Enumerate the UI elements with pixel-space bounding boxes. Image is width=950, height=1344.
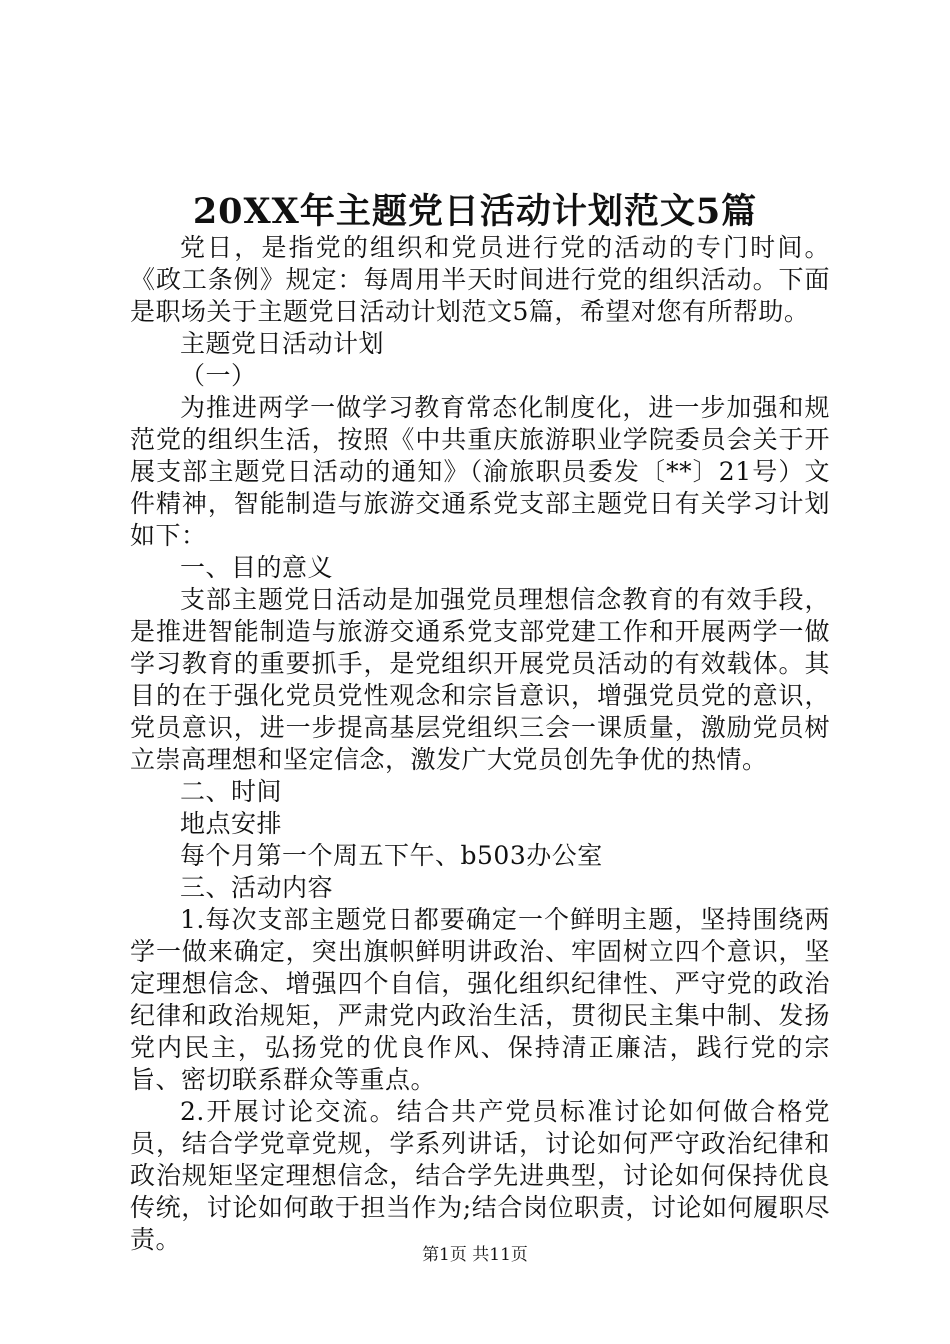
section-number: （一）: [180, 361, 257, 390]
schedule-paragraph: 每个月第一个周五下午、b503办公室: [180, 841, 603, 870]
section-heading-content: 三、活动内容: [180, 873, 334, 902]
purpose-paragraph: 为推进两学一做学习教育常态化制度化，进一步加强和规范党的组织生活，按照《中共重庆旅游职业学院委员会关于开展支部主题党日活动的通知》（渝旅职员委发〔**〕21号）文件精神，智能制造与旅游交通系党支部主题党日有关学习计划如下：: [130, 393, 830, 550]
page-footer: 第1页 共11页: [422, 1245, 528, 1265]
content-item-1: 1.每次支部主题党日都要确定一个鲜明主题，坚持围绕两学一做来确定，突出旗帜鲜明讲政治、牢固树立四个意识，坚定理想信念、增强四个自信，强化组织纪律性、严守党的政治纪律和政治规矩，严肃党内政治生活，贯彻民主集中制、发扬党内民主，弘扬党的优良作风、保持清正廉洁，践行党的宗旨、密切联系群众等重点。: [130, 905, 830, 1094]
intro-paragraph: 党日，是指党的组织和党员进行党的活动的专门时间。《政工条例》规定：每周用半天时间进行党的组织活动。下面是职场关于主题党日活动计划范文5篇，希望对您有所帮助。: [130, 233, 830, 326]
section-heading-significance: 一、目的意义: [180, 553, 334, 582]
content-item-2: 2.开展讨论交流。结合共产党员标准讨论如何做合格党员，结合学党章党规，学系列讲话，讨论如何严守政治纪律和政治规矩坚定理想信念，结合学先进典型，讨论如何保持优良传统，讨论如何敢于担当作为;结合岗位职责，讨论如何履职尽责。: [130, 1097, 830, 1254]
section-heading-time: 二、时间: [180, 777, 283, 806]
document-body: [130, 232, 830, 1256]
location-heading: 地点安排: [180, 809, 283, 838]
document-title: 20XX年主题党日活动计划范文5篇: [192, 191, 758, 232]
plan-heading: 主题党日活动计划: [180, 329, 385, 358]
significance-paragraph: 支部主题党日活动是加强党员理想信念教育的有效手段，是推进智能制造与旅游交通系党支部党建工作和开展两学一做学习教育的重要抓手，是党组织开展党员活动的有效载体。其目的在于强化党员党性观念和宗旨意识，增强党员党的意识，党员意识，进一步提高基层党组织三会一课质量，激励党员树立崇高理想和坚定信念，激发广大党员创先争优的热情。: [130, 585, 830, 774]
